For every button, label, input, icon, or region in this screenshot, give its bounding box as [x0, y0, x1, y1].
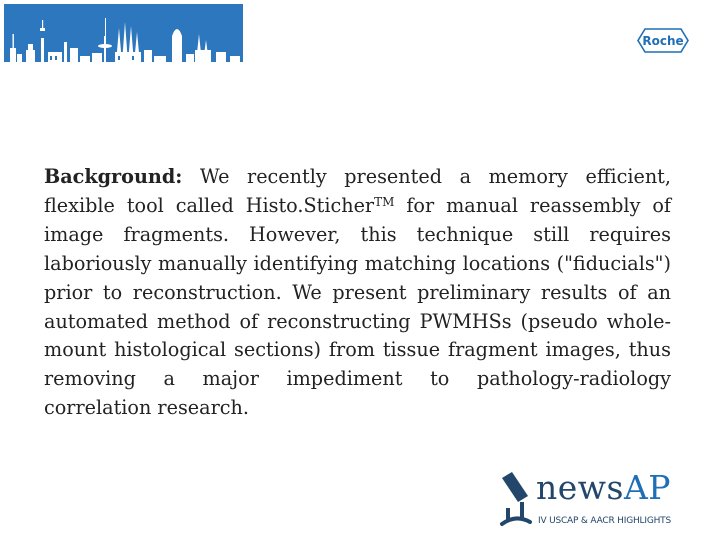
abstract-lead: Background: — [44, 165, 183, 188]
newsap-wordmark — [536, 468, 671, 507]
newsap-subline: IV USCAP & AACR HIGHLIGHTS — [538, 516, 671, 526]
ap-word: AP — [623, 468, 672, 507]
roche-wordmark: Roche — [642, 34, 684, 48]
abstract-paragraph — [44, 163, 671, 423]
barcelona-skyline-banner — [4, 4, 243, 73]
news-word: news — [536, 468, 624, 507]
newsap-logo — [498, 468, 690, 528]
skyline-illustration — [4, 4, 243, 73]
trademark-mark: TM — [374, 194, 395, 209]
abstract-text-part1: We recently presented a memory efficient, flexible tool called Histo.Sticher — [44, 165, 671, 217]
microscope-icon — [498, 468, 538, 528]
roche-hexagon-icon — [637, 27, 689, 54]
abstract-text-part2: for manual reassembly of image fragments. However, this technique still requires laboriously manually identifying matching locations ("fiducials") prior to reconstruction. We present preliminary results of an automated method of reconstructing PWMHSs (pseudo whole-mount histological sections) from tissue fragment images, thus removing a major impediment to pathology-radiology correlation research. — [44, 193, 671, 420]
roche-logo — [637, 27, 689, 54]
